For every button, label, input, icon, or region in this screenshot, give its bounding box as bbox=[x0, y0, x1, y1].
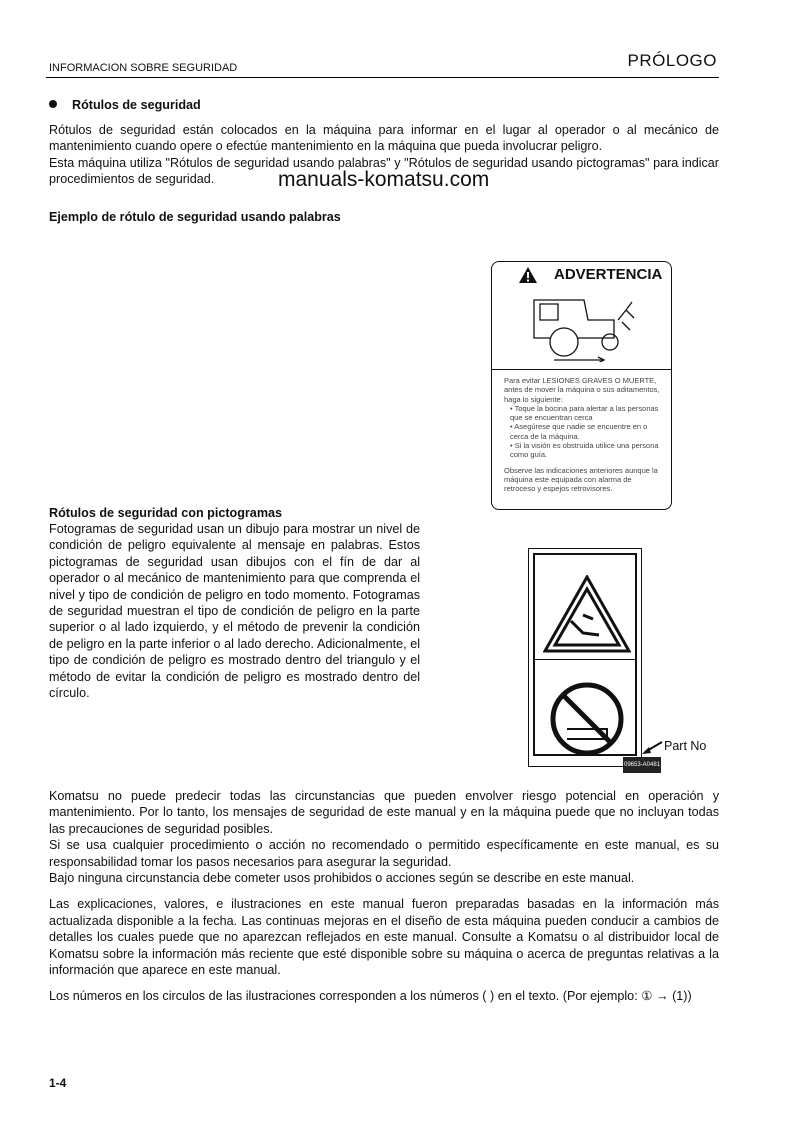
warning-note: Observe las indicaciones anteriores aunque la máquina este equipada con alarma de retroceso y espejos retrovisores. bbox=[504, 465, 658, 494]
part-number: 09653-A0481 bbox=[623, 757, 661, 773]
warning-title: ADVERTENCIA bbox=[554, 266, 663, 283]
warning-item: • Toque la bocina para alertar a las personas que se encuentran cerca bbox=[510, 403, 659, 423]
intro-paragraph: Rótulos de seguridad están colocados en la máquina para informar en el lugar al operador o al mecánico de mantenimiento cuando opere o efectúe mantenimiento en la máquina que pueda involucrar peligro. bbox=[49, 123, 719, 154]
bullet-heading bbox=[49, 97, 201, 113]
intro-paragraph-2: Esta máquina utiliza "Rótulos de seguridad usando palabras" y "Rótulos de seguridad usando pictogramas" para indicar procedimientos de seguridad. bbox=[49, 155, 719, 187]
picto-heading: Rótulos de seguridad con pictogramas bbox=[49, 506, 283, 520]
warning-intro: Para evitar LESIONES GRAVES O MUERTE, antes de mover la máquina o sus aditamentos, haga lo siguiente: bbox=[504, 376, 660, 404]
page-number: 1-4 bbox=[49, 1076, 67, 1090]
section-title: INFORMACION SOBRE SEGURIDAD bbox=[49, 62, 238, 74]
warning-item: • Si la visión es obstruida utilice una persona como guía. bbox=[510, 441, 659, 460]
warning-triangle-icon bbox=[518, 266, 538, 284]
words-heading: Ejemplo de rótulo de seguridad usando palabras bbox=[49, 210, 341, 224]
chapter-title: PRÓLOGO bbox=[627, 51, 717, 70]
part-no-label: Part No bbox=[664, 739, 707, 753]
warning-label bbox=[491, 261, 672, 510]
pictogram-label bbox=[528, 548, 642, 767]
warning-text bbox=[504, 376, 664, 494]
paragraph: Las explicaciones, valores, e ilustraciones en este manual fueron preparadas basadas en la información más actualizada disponible a la fecha. Las continuas mejoras en el diseño de esta máquina pueden conducir a cambios de detalles los cuales puede que no aparezcan reflejados en este manual. Consulte a Komatsu o al distribuidor local de Komatsu sobre la información más reciente que esté disponible sobre su máquina o acerca de preguntas relativas a la información que aparece en este manual. bbox=[49, 897, 719, 978]
warning-item: • Asegúrese que nadie se encuentre en o cerca de la máquina. bbox=[510, 422, 648, 441]
bullet-heading-text: Rótulos de seguridad bbox=[72, 98, 201, 112]
watermark: manuals-komatsu.com bbox=[278, 168, 490, 191]
paragraph: Los números en los circulos de las ilustraciones corresponden a los números ( ) en el texto. (Por ejemplo: ① → (1)) bbox=[49, 989, 692, 1004]
machine-runover-illustration bbox=[514, 290, 644, 362]
picto-paragraph: Fotogramas de seguridad usan un dibujo para mostrar un nivel de condición de peligro equivalente al mensaje en palabras. Estos pictogramas de seguridad usan dibujos con el fín de dar al operador o al mecánico de mantenimiento para que comprenda el nivel y tipo de condición de peligro en todo momento. Fotogramas de seguridad muestran el tipo de condición de peligro en la parte superior o al lado izquierdo, y el método de prevenir la condición de peligro en la parte inferior o al lado derecho. Adicionalmente, el tipo de condición de peligro es mostrado dentro del triangulo y el método de evitar la condición de peligro es mostrado dentro del círculo. bbox=[49, 522, 420, 701]
label-divider bbox=[535, 659, 635, 660]
disclaimer-block bbox=[49, 788, 719, 1005]
paragraph: Bajo ninguna circunstancia debe cometer usos prohibidos o acciones según se describe en este manual. bbox=[49, 871, 635, 886]
paragraph: Komatsu no puede predecir todas las circunstancias que pueden envolver riesgo potencial en operación y mantenimiento. Por lo tanto, los mensajes de seguridad de este manual y en la máquina puede que no incluyan todas las precauciones de seguridad posibles. bbox=[49, 789, 719, 836]
prohibition-circle-icon bbox=[547, 679, 627, 759]
header-rule bbox=[46, 77, 719, 78]
hazard-triangle-icon bbox=[543, 575, 631, 653]
paragraph: Si se usa cualquier procedimiento o acción no recomendado o permitido específicamente en este manual, es su responsabilidad tomar los pasos necesarios para asegurar la seguridad. bbox=[49, 838, 719, 869]
arrow-icon bbox=[641, 740, 663, 756]
bullet-icon bbox=[49, 100, 57, 108]
